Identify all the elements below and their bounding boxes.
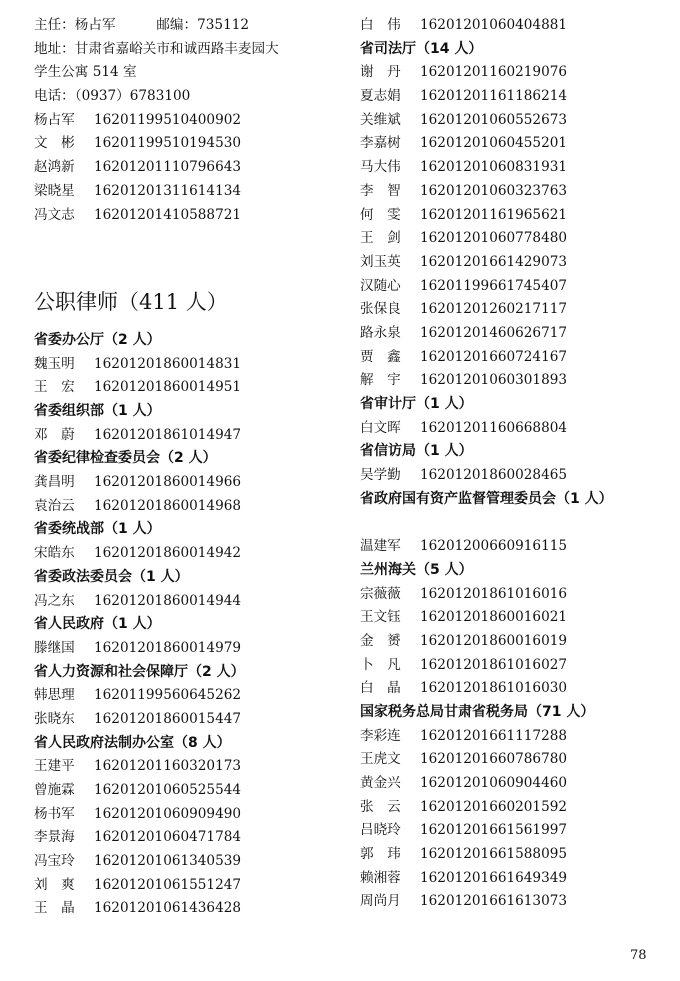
lawyer-name: 何 雯 <box>360 206 401 223</box>
lawyer-entry <box>34 755 339 779</box>
license-number: 16201201061551247 <box>94 876 242 893</box>
license-number: 16201201060909490 <box>94 805 242 822</box>
license-number: 16201201160668804 <box>420 419 568 436</box>
lawyer-entry <box>360 61 665 85</box>
lawyer-name: 李 智 <box>360 182 401 199</box>
lawyer-entry <box>360 843 665 867</box>
lawyer-name: 袁治云 <box>34 497 75 514</box>
lawyer-entry <box>34 708 339 732</box>
license-number: 16201201661649349 <box>420 869 568 886</box>
page-number: 78 <box>630 948 647 963</box>
lawyer-name: 杨占军 <box>34 111 75 128</box>
left-column <box>34 14 339 921</box>
lawyer-name: 周尚月 <box>360 893 401 910</box>
lawyer-name: 王建平 <box>34 758 75 775</box>
lawyer-name: 冯之东 <box>34 592 75 609</box>
lawyer-name: 冯文志 <box>34 206 75 223</box>
license-number: 16201201861016027 <box>420 656 568 673</box>
license-number: 16201201060323763 <box>420 182 568 199</box>
license-number: 16201201060455201 <box>420 135 568 152</box>
lawyer-entry <box>360 322 665 346</box>
lawyer-name: 马大伟 <box>360 159 401 176</box>
license-number: 16201201060471784 <box>94 829 242 846</box>
lawyer-entry <box>34 471 339 495</box>
license-number: 16201201860014951 <box>94 379 242 396</box>
lawyer-name: 吴学勤 <box>360 467 401 484</box>
lawyer-entry <box>360 796 665 820</box>
license-number: 16201201661117288 <box>420 727 568 744</box>
license-number: 16201201060778480 <box>420 230 568 247</box>
license-number: 16201201860015447 <box>94 710 242 727</box>
lawyer-entry <box>360 14 665 38</box>
lawyer-entry <box>34 204 339 228</box>
license-number: 16201201661561997 <box>420 822 568 839</box>
contact-info-line: 电话：（0937）6783100 <box>34 88 191 105</box>
section-heading: 省信访局（1 人） <box>360 443 473 460</box>
lawyer-name: 吕晓玲 <box>360 822 401 839</box>
lawyer-entry <box>360 654 665 678</box>
lawyer-entry <box>34 495 339 519</box>
lawyer-name: 关维斌 <box>360 111 401 128</box>
license-number: 16201201311614134 <box>94 182 242 199</box>
lawyer-entry <box>34 803 339 827</box>
lawyer-entry <box>34 156 339 180</box>
license-number: 16201201160320173 <box>94 758 242 775</box>
lawyer-entry <box>360 275 665 299</box>
lawyer-entry <box>360 464 665 488</box>
license-number: 16201201161965621 <box>420 206 568 223</box>
lawyer-name: 李彩连 <box>360 727 401 744</box>
lawyer-name: 文 彬 <box>34 135 75 152</box>
lawyer-name: 李嘉树 <box>360 135 401 152</box>
license-number: 16201201060831931 <box>420 159 568 176</box>
lawyer-name: 路永泉 <box>360 324 401 341</box>
lawyer-name: 宗薇薇 <box>360 585 401 602</box>
section-heading: 省委纪律检查委员会（2 人） <box>34 450 217 467</box>
lawyer-name: 宋皓东 <box>34 545 75 562</box>
lawyer-entry <box>360 369 665 393</box>
lawyer-entry <box>360 109 665 133</box>
lawyer-name: 韩思理 <box>34 687 75 704</box>
license-number: 16201201860014831 <box>94 355 242 372</box>
lawyer-entry <box>360 583 665 607</box>
license-number: 16201201060525544 <box>94 782 242 799</box>
category-title: 公职律师（411 人） <box>34 289 228 314</box>
lawyer-entry <box>34 132 339 156</box>
section-heading: 省政府国有资产监督管理委员会（1 人） <box>360 490 613 507</box>
license-number: 16201201860016019 <box>420 632 568 649</box>
lawyer-name: 谢 丹 <box>360 64 401 81</box>
license-number: 16201201661588095 <box>420 846 568 863</box>
lawyer-entry <box>360 630 665 654</box>
license-number: 16201201860028465 <box>420 467 568 484</box>
license-number: 16201201110796643 <box>94 159 242 176</box>
contact-info-line: 学生公寓 514 室 <box>34 64 137 81</box>
lawyer-entry <box>360 346 665 370</box>
lawyer-name: 贾 鑫 <box>360 348 401 365</box>
lawyer-name: 汉随心 <box>360 277 401 294</box>
license-number: 16201201061436428 <box>94 900 242 917</box>
lawyer-name: 杨书军 <box>34 805 75 822</box>
lawyer-name: 张保良 <box>360 301 401 318</box>
section-heading: 省人民政府（1 人） <box>34 616 161 633</box>
lawyer-entry <box>360 85 665 109</box>
lawyer-entry <box>360 677 665 701</box>
section-heading: 省审计厅（1 人） <box>360 396 473 412</box>
lawyer-entry <box>360 298 665 322</box>
section-heading: 省委办公厅（2 人） <box>34 331 161 348</box>
lawyer-name: 曾施霖 <box>34 782 75 799</box>
license-number: 16201201060904460 <box>420 775 568 792</box>
license-number: 16201201860014942 <box>94 545 242 562</box>
license-number: 16201201860016021 <box>420 609 568 626</box>
contact-info-line: 地址：甘肃省嘉峪关市和诚西路丰麦园大 <box>34 40 279 57</box>
license-number: 16201201660786780 <box>420 751 568 768</box>
lawyer-entry <box>360 227 665 251</box>
spacer <box>34 251 339 275</box>
license-number: 16201199510194530 <box>94 135 242 152</box>
license-number: 16201201660201592 <box>420 798 568 815</box>
license-number: 16201201661613073 <box>420 893 568 910</box>
license-number: 16201201861014947 <box>94 426 242 443</box>
license-number: 16201199560645262 <box>94 687 242 704</box>
lawyer-entry <box>360 417 665 441</box>
section-heading: 国家税务总局甘肃省税务局（71 人） <box>360 703 595 720</box>
lawyer-name: 王 晶 <box>34 900 75 917</box>
license-number: 16201201860014979 <box>94 639 242 656</box>
right-column <box>360 14 665 914</box>
license-number: 16201201660724167 <box>420 348 568 365</box>
lawyer-entry <box>34 779 339 803</box>
license-number: 16201201460626717 <box>420 324 568 341</box>
license-number: 16201201861016016 <box>420 585 568 602</box>
lawyer-entry <box>34 637 339 661</box>
lawyer-name: 白 晶 <box>360 680 401 697</box>
lawyer-entry <box>34 542 339 566</box>
lawyer-name: 金 赟 <box>360 632 401 649</box>
lawyer-entry <box>34 109 339 133</box>
section-heading: 省委统战部（1 人） <box>34 521 161 538</box>
lawyer-name: 冯宝玲 <box>34 853 75 870</box>
lawyer-name: 温建军 <box>360 538 401 555</box>
lawyer-name: 夏志娟 <box>360 88 401 105</box>
lawyer-entry <box>360 725 665 749</box>
section-heading: 省委政法委员会（1 人） <box>34 568 189 585</box>
spacer <box>34 227 339 251</box>
lawyer-name: 龚昌明 <box>34 474 75 491</box>
lawyer-entry <box>360 606 665 630</box>
lawyer-entry <box>360 867 665 891</box>
license-number: 16201201061340539 <box>94 853 242 870</box>
license-number: 16201201661429073 <box>420 253 568 270</box>
lawyer-name: 刘玉英 <box>360 253 401 270</box>
lawyer-entry <box>360 156 665 180</box>
section-heading: 兰州海关（5 人） <box>360 561 473 578</box>
license-number: 16201200660916115 <box>420 538 568 555</box>
lawyer-name: 王文钰 <box>360 609 401 626</box>
license-number: 16201201410588721 <box>94 206 242 223</box>
lawyer-name: 王虎文 <box>360 751 401 768</box>
lawyer-name: 梁晓星 <box>34 182 75 199</box>
lawyer-name: 张 云 <box>360 798 401 815</box>
lawyer-name: 赵鸿新 <box>34 159 75 176</box>
lawyer-entry <box>360 890 665 914</box>
license-number: 16201201861016030 <box>420 680 568 697</box>
section-heading: 省人民政府法制办公室（8 人） <box>34 734 231 751</box>
lawyer-name: 滕继国 <box>34 639 75 656</box>
section-heading: 省司法厅（14 人） <box>360 40 483 57</box>
lawyer-name: 王 宏 <box>34 379 75 396</box>
lawyer-entry <box>34 897 339 921</box>
section-heading: 省委组织部（1 人） <box>34 403 161 420</box>
lawyer-name: 李景海 <box>34 829 75 846</box>
lawyer-entry <box>34 874 339 898</box>
lawyer-name: 赖湘蓉 <box>360 869 401 886</box>
license-number: 16201201260217117 <box>420 301 568 318</box>
lawyer-name: 邓 蔚 <box>34 426 75 443</box>
lawyer-entry <box>34 590 339 614</box>
license-number: 16201201160219076 <box>420 64 568 81</box>
lawyer-entry <box>34 826 339 850</box>
lawyer-name: 白 伟 <box>360 17 401 33</box>
lawyer-entry <box>360 819 665 843</box>
lawyer-name: 白文晖 <box>360 419 401 436</box>
lawyer-entry <box>34 850 339 874</box>
lawyer-name: 刘 爽 <box>34 876 75 893</box>
lawyer-name: 郭 玮 <box>360 846 401 863</box>
license-number: 16201201060552673 <box>420 111 568 128</box>
lawyer-name: 卜 凡 <box>360 656 401 673</box>
lawyer-entry <box>360 204 665 228</box>
lawyer-name: 黄金兴 <box>360 775 401 792</box>
lawyer-entry <box>360 132 665 156</box>
license-number: 16201201161186214 <box>420 88 568 105</box>
lawyer-entry <box>34 684 339 708</box>
lawyer-name: 魏玉明 <box>34 355 75 372</box>
license-number: 16201201060301893 <box>420 372 568 389</box>
license-number: 16201199510400902 <box>94 111 242 128</box>
license-number: 16201201860014968 <box>94 497 242 514</box>
lawyer-entry <box>360 251 665 275</box>
lawyer-name: 张晓东 <box>34 710 75 727</box>
lawyer-entry <box>360 772 665 796</box>
license-number: 16201201060404881 <box>420 17 568 33</box>
section-heading: 省人力资源和社会保障厅（2 人） <box>34 663 245 680</box>
license-number: 16201199661745407 <box>420 277 568 294</box>
lawyer-name: 解 宇 <box>360 372 401 389</box>
lawyer-entry <box>360 748 665 772</box>
lawyer-entry <box>34 376 339 400</box>
license-number: 16201201860014966 <box>94 474 242 491</box>
lawyer-entry <box>34 180 339 204</box>
contact-info-line: 主任：杨占军 邮编：735112 <box>34 17 250 33</box>
lawyer-entry <box>34 424 339 448</box>
lawyer-entry <box>360 180 665 204</box>
lawyer-name: 王 剑 <box>360 230 401 247</box>
lawyer-entry <box>360 535 665 559</box>
license-number: 16201201860014944 <box>94 592 242 609</box>
lawyer-entry <box>34 353 339 377</box>
